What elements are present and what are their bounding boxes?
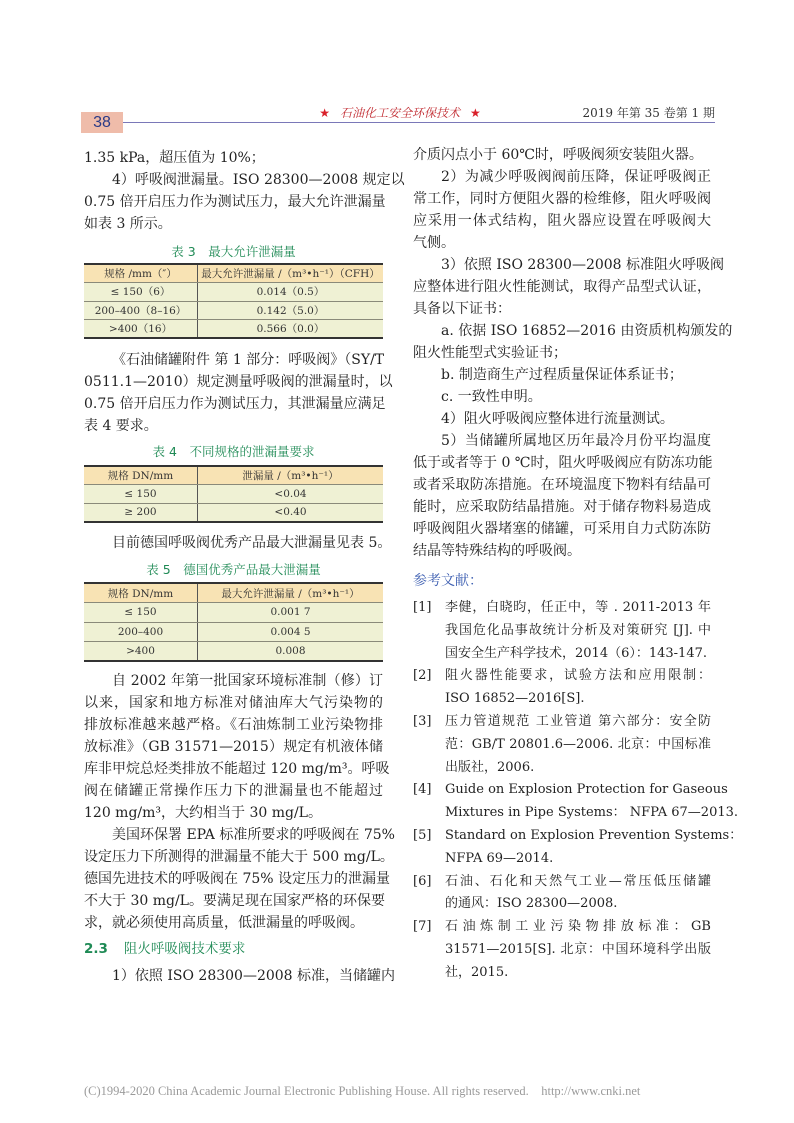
data-table — [84, 582, 383, 662]
data-table-block — [84, 443, 383, 523]
table-cell: <0.04 — [198, 485, 384, 504]
text-line: 1.35 kPa，超压值为 10%； — [84, 150, 265, 166]
paragraph — [84, 670, 390, 824]
reference-number: [6] — [413, 873, 432, 889]
text-line: 呼吸阀阻火器堵塞的储罐，可采用自力式防冻防 — [413, 521, 711, 537]
text-line: 求，就必须使用高质量，低泄漏量的呼吸阀。 — [84, 915, 364, 932]
table-header-row — [84, 264, 383, 283]
text-line: 120 mg/m³，大约相当于 30 mg/L。 — [84, 805, 322, 822]
text-line: 介质闪点小于 60℃时，呼吸阀须安装阻火器。 — [413, 147, 703, 163]
reference-number: [2] — [413, 668, 432, 684]
reference-number: [3] — [413, 713, 432, 729]
text-line: b. 制造商生产过程质量保证体系证书； — [441, 367, 683, 383]
column-header: 规格 /mm（″） — [84, 264, 198, 283]
paragraph — [84, 147, 383, 169]
star-icon: ★ — [319, 106, 330, 120]
table-caption: 表 5 德国优秀产品最大泄漏量 — [146, 562, 321, 578]
reference-number: [1] — [413, 600, 432, 615]
table-cell: >400 — [84, 642, 198, 662]
data-table-block — [84, 561, 383, 662]
text-line: 1）依照 ISO 28300—2008 标准，当储罐内 — [112, 968, 396, 985]
paragraph — [413, 408, 711, 430]
reference-line: 出版社，2006. — [445, 759, 535, 775]
reference-line: Mixtures in Pipe Systems： NFPA 67—2013. — [445, 805, 739, 821]
text-line: 表 4 要求。 — [84, 418, 158, 434]
table-row — [84, 283, 383, 302]
column-header: 泄漏量 /（m³•h⁻¹） — [198, 466, 384, 485]
section-title: 阻火呼吸阀技术要求 — [123, 941, 246, 958]
reference-line: Standard on Explosion Prevention Systems： — [445, 827, 743, 843]
text-line: 2）为减少呼吸阀阀前压降，保证呼吸阀正 — [441, 169, 711, 185]
reference-list — [413, 597, 743, 985]
text-line: 如表 3 所示。 — [84, 216, 172, 232]
reference-line: 国安全生产科学技术，2014（6）：143-147. — [445, 645, 708, 661]
text-line: 具备以下证书： — [413, 301, 511, 317]
section-number: 2.3 — [84, 941, 108, 958]
paragraph — [413, 364, 711, 386]
paragraph — [84, 349, 393, 437]
reference-item — [413, 916, 711, 984]
table-cell: 0.142（5.0） — [198, 301, 384, 320]
table-cell: ≥ 200 — [84, 503, 198, 522]
column-header: 最大允许泄漏量 /（m³•h⁻¹） — [198, 583, 384, 603]
text-line: 应采用一体式结构，阻火器应设置在呼吸阀大 — [413, 213, 711, 229]
column-header: 规格 DN/mm — [84, 583, 198, 603]
data-table-block — [84, 243, 383, 339]
reference-line: 范：GB/T 20801.6—2006. 北京：中国标准 — [445, 736, 711, 752]
issue-info: 2019 年第 35 卷第 1 期 — [582, 106, 715, 120]
column-header: 规格 DN/mm — [84, 466, 198, 485]
reference-item — [413, 779, 739, 825]
table-cell: 0.566（0.0） — [198, 320, 384, 339]
reference-line: NFPA 69—2014. — [445, 850, 554, 866]
reference-number: [4] — [413, 782, 432, 798]
references-title: 参考文献： — [413, 573, 483, 589]
section-heading — [84, 938, 383, 960]
reference-line: 31571—2015[S]. 北京：中国环境科学出版 — [445, 941, 711, 957]
text-line: 以来，国家和地方标准对储油库大气污染物的 — [84, 695, 383, 712]
text-line: 《石油储罐附件 第 1 部分：呼吸阀》（SY/T — [112, 352, 385, 368]
text-line: 0.75 倍开启压力作为测试压力，其泄漏量应满足 — [84, 396, 386, 412]
text-line: 4）阻火呼吸阀应整体进行流量测试。 — [441, 411, 674, 427]
reference-line: 石油炼制工业污染物排放标准：GB — [445, 919, 711, 935]
text-line: 自 2002 年第一批国家环境标准制（修）订 — [112, 673, 383, 690]
table-row — [84, 622, 383, 642]
paragraph — [84, 169, 405, 235]
table-cell: 200–400（8–16） — [84, 301, 198, 320]
table-row — [84, 301, 383, 320]
table-cell: <0.40 — [198, 503, 384, 522]
text-line: 德国先进技术的呼吸阀在 75% 设定压力的泄漏量 — [84, 871, 391, 888]
paragraph — [84, 965, 396, 987]
text-line: 阻火性能型式实验证书； — [413, 345, 567, 361]
text-line: 0.75 倍开启压力作为测试压力，最大允许泄漏量 — [84, 194, 386, 210]
reference-line: 我国危化品事故统计分析及对策研究 [J]. 中 — [445, 622, 711, 638]
reference-line: ISO 16852—2016[S]. — [445, 691, 585, 707]
text-line: c. 一致性申明。 — [441, 389, 542, 405]
text-line: 阀在储罐正常操作压力下的泄漏量也不能超过 — [84, 783, 383, 800]
table-header-row — [84, 583, 383, 603]
table-cell: >400（16） — [84, 320, 198, 339]
paragraph — [84, 532, 392, 554]
reference-item — [413, 871, 711, 917]
page-number: 38 — [81, 112, 123, 133]
text-line: a. 依据 ISO 16852—2016 由资质机构颁发的 — [441, 323, 733, 339]
paragraph — [413, 144, 711, 166]
text-line: 设定压力下所测得的泄漏量不能大于 500 mg/L。 — [84, 849, 394, 866]
footer — [84, 1084, 640, 1099]
table-row — [84, 320, 383, 339]
table-cell: 200–400 — [84, 622, 198, 642]
reference-line: 压力管道规范 工业管道 第六部分：安全防 — [445, 713, 711, 729]
star-icon: ★ — [470, 106, 481, 120]
data-table — [84, 465, 383, 523]
right-column — [413, 144, 743, 985]
reference-item — [413, 825, 743, 871]
reference-line: Guide on Explosion Protection for Gaseous — [445, 782, 728, 798]
table-row — [84, 642, 383, 662]
journal-title — [290, 104, 510, 121]
text-line: 5）当储罐所属地区历年最冷月份平均温度 — [441, 433, 711, 449]
text-line: 或者采取防冻措施。在环境温度下物料有结晶可 — [413, 477, 711, 493]
text-line: 美国环保署 EPA 标准所要求的呼吸阀在 75% — [112, 827, 395, 844]
table-row — [84, 485, 383, 504]
text-line: 0511.1—2010）规定测量呼吸阀的泄漏量时，以 — [84, 374, 393, 390]
text-line: 低于或者等于 0 ℃时，阻火呼吸阀应有防冻功能 — [413, 455, 713, 471]
text-line: 排放标准越来越严格。《石油炼制工业污染物排 — [84, 717, 383, 734]
table-cell: ≤ 150（6） — [84, 283, 198, 302]
left-column — [84, 147, 405, 987]
table-cell: ≤ 150 — [84, 603, 198, 623]
table-cell: 0.004 5 — [198, 622, 384, 642]
paragraph — [413, 386, 711, 408]
table-header-row — [84, 466, 383, 485]
journal-title-text: 石油化工安全环保技术 — [339, 106, 460, 120]
cnki-link[interactable]: http://www.cnki.net — [541, 1084, 641, 1098]
text-line: 能时，应采取防结晶措施。对于储存物料易造成 — [413, 499, 711, 515]
paragraph — [413, 320, 733, 364]
table-cell: 0.008 — [198, 642, 384, 662]
reference-line: 的通风：ISO 28300—2008. — [445, 896, 618, 912]
text-line: 3）依照 ISO 28300—2008 标准阻火呼吸阀 — [441, 257, 725, 273]
text-line: 目前德国呼吸阀优秀产品最大泄漏量见表 5。 — [112, 535, 392, 552]
header-rule — [123, 122, 715, 123]
copyright: (C)1994-2020 China Academic Journal Electronic Publishing House. All rights reserved. — [84, 1084, 529, 1098]
reference-item — [413, 665, 711, 711]
table-cell: 0.014（0.5） — [198, 283, 384, 302]
paragraph — [413, 430, 711, 562]
paragraph — [413, 166, 711, 254]
paragraph — [413, 254, 725, 320]
reference-line: 阻火器性能要求，试验方法和应用限制： — [445, 668, 711, 684]
table-caption: 表 4 不同规格的泄漏量要求 — [152, 444, 315, 459]
reference-line: 社，2015. — [445, 964, 509, 980]
paragraph — [84, 824, 395, 934]
table-row — [84, 503, 383, 522]
reference-number: [7] — [413, 919, 432, 935]
text-line: 常工作，同时方便阻火器的检维修，阻火呼吸阀 — [413, 191, 711, 207]
text-line: 结晶等特殊结构的呼吸阀。 — [413, 543, 581, 559]
table-caption: 表 3 最大允许泄漏量 — [171, 244, 296, 259]
data-table — [84, 263, 383, 339]
text-line: 应整体进行阻火性能测试，取得产品型式认证， — [413, 279, 711, 295]
text-line: 气侧。 — [413, 235, 455, 251]
reference-line: 石油、石化和天然气工业—常压低压储罐 — [445, 873, 711, 889]
table-row — [84, 603, 383, 623]
text-line: 不大于 30 mg/L。要满足现在国家严格的环保要 — [84, 893, 385, 910]
table-cell: ≤ 150 — [84, 485, 198, 504]
text-line: 4）呼吸阀泄漏量。ISO 28300—2008 规定以 — [112, 172, 405, 188]
reference-item — [413, 597, 711, 665]
table-cell: 0.001 7 — [198, 603, 384, 623]
reference-item — [413, 711, 711, 779]
reference-line: 李健，白晓昀，任正中，等 . 2011-2013 年 — [445, 600, 711, 615]
reference-number: [5] — [413, 827, 432, 843]
column-header: 最大允许泄漏量 /（m³•h⁻¹）（CFH） — [198, 264, 384, 283]
text-line: 库非甲烷总烃类排放不能超过 120 mg/m³。呼吸 — [84, 761, 390, 778]
text-line: 放标准》（GB 31571—2015）规定有机液体储 — [84, 739, 383, 756]
